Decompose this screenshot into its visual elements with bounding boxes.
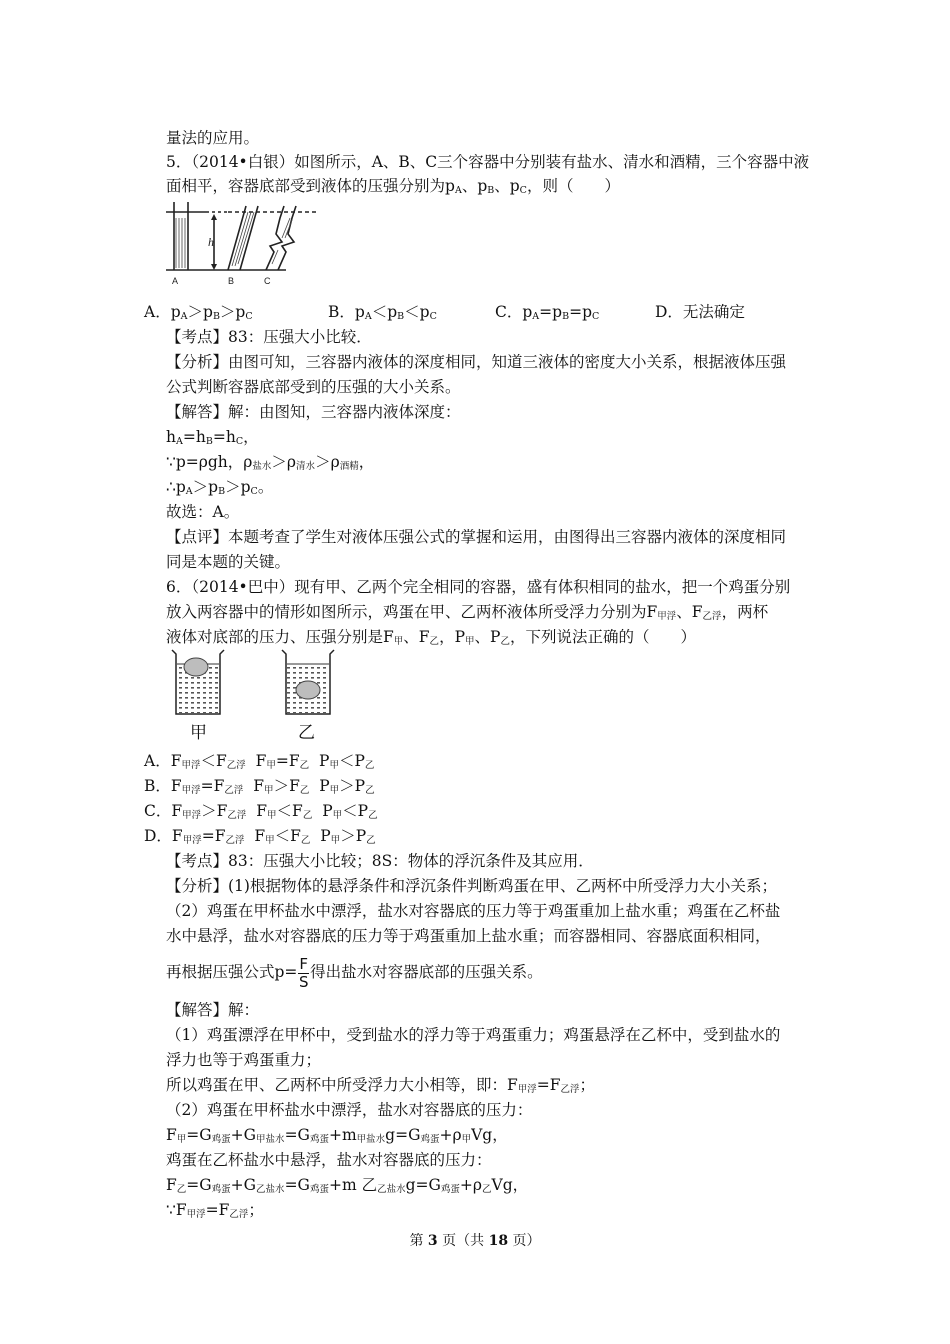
question-6-stem-line-2: 放入两容器中的情形如图所示，鸡蛋在甲、乙两杯液体所受浮力分别为$F_{甲浮}$、$F_{乙浮}$，两杯 <box>166 603 769 622</box>
q5-choice: 故选：A。 <box>166 503 240 521</box>
h-label: h <box>208 235 214 249</box>
q6-since: $\because F_{甲浮}=F_{乙浮}$； <box>166 1201 264 1220</box>
q6-solution-3: 所以鸡蛋在甲、乙两杯中所受浮力大小相等，即：$F_{甲浮}=F_{乙浮}$； <box>166 1076 596 1095</box>
q6-option-b: B．$F_{甲浮}=F_{乙浮}$ $F_甲>F_乙$ $P_甲>P_乙$ <box>144 777 375 796</box>
option-c: C．$p_A=p_B=p_C$ <box>495 303 600 322</box>
q6-option-a: A．$F_{甲浮}<F_{乙浮}$ $F_甲=F_乙$ $P_甲<P_乙$ <box>144 752 375 771</box>
q6-answer: 【解答】解： <box>166 1001 260 1019</box>
q6-formula-yi: $F_乙=G_{鸡蛋}+G_{乙盐水}=G_{鸡蛋}+m$ 乙$_{乙盐水}g=G_{鸡蛋}+\rho_乙Vg$， <box>166 1176 529 1195</box>
q5-density-rel: ∵p=ρgh，$\rho_{盐水}>\rho_{清水}>\rho_{酒精}$， <box>166 453 375 472</box>
page-footer: 第 3 页（共 18 页） <box>409 1233 541 1249</box>
q5-depth-eq: $h_A=h_B=h_C$， <box>166 428 259 447</box>
pressure-fraction: $\frac{F}{S}$ <box>298 954 309 991</box>
question-6-stem-line-3: 液体对底部的压力、压强分别是$F_甲$、$F_乙$，$P_甲$、$P_乙$，下列说法正确的（ ） <box>166 628 696 647</box>
label-a: A <box>172 276 179 286</box>
q5-comment-1: 【点评】本题考查了学生对液体压强公式的掌握和运用，由图得出三容器内液体的深度相同 <box>166 528 787 546</box>
label-c: C <box>264 276 271 286</box>
q6-solution-4: （2）鸡蛋在甲杯盐水中漂浮，盐水对容器底的压力： <box>166 1101 533 1119</box>
option-a: A．$p_A>p_B>p_C$ <box>144 303 253 322</box>
q6-solution-1: （1）鸡蛋漂浮在甲杯中，受到盐水的浮力等于鸡蛋重力；鸡蛋悬浮在乙杯中，受到盐水的 <box>166 1026 781 1044</box>
q6-solution-6: 鸡蛋在乙杯盐水中悬浮，盐水对容器底的压力： <box>166 1151 492 1169</box>
option-b: B．$p_A<p_B<p_C$ <box>328 303 437 322</box>
option-d: D．无法确定 <box>655 303 745 321</box>
text-line: 量法的应用。 <box>166 129 260 147</box>
q5-kaodian: 【考点】83：压强大小比较． <box>166 328 372 346</box>
q5-analysis-1: 【分析】由图可知，三容器内液体的深度相同，知道三液体的密度大小关系，根据液体压强 <box>166 353 787 371</box>
q6-option-d: D．$F_{甲浮}=F_{乙浮}$ $F_甲<F_乙$ $P_甲>P_乙$ <box>144 827 376 846</box>
q6-analysis-4: 再根据压强公式p= $\frac{F}{S}$ 得出盐水对容器底部的压强关系。 <box>166 954 543 991</box>
q5-answer: 【解答】解：由图知，三容器内液体深度： <box>166 403 461 421</box>
beaker-yi-label: 乙 <box>298 723 315 742</box>
containers-abc-figure <box>166 198 322 288</box>
q6-option-c: C．$F_{甲浮}>F_{乙浮}$ $F_甲<F_乙$ $P_甲<P_乙$ <box>144 802 378 821</box>
q6-solution-2: 浮力也等于鸡蛋重力； <box>166 1051 322 1069</box>
label-b: B <box>228 276 235 286</box>
question-5-stem-line-2: 面相平，容器底部受到液体的压强分别为$p_A$、$p_B$、$p_C$，则（ ） <box>166 177 620 196</box>
q5-analysis-2: 公式判断容器底部受到的压强的大小关系。 <box>166 378 461 396</box>
beakers-figure <box>166 646 356 742</box>
question-6-stem-line-1: 6．（2014•巴中）现有甲、乙两个完全相同的容器，盛有体积相同的盐水，把一个鸡蛋分别 <box>166 578 791 596</box>
q6-analysis-1: 【分析】(1)根据物体的悬浮条件和浮沉条件判断鸡蛋在甲、乙两杯中所受浮力大小关系； <box>166 877 777 895</box>
question-5-stem-line-1: 5．（2014•白银）如图所示，A、B、C三个容器中分别装有盐水、清水和酒精，三个容器中液 <box>166 153 810 171</box>
q6-analysis-3: 水中悬浮，盐水对容器底的压力等于鸡蛋重加上盐水重；而容器相同、容器底面积相同， <box>166 927 771 945</box>
q6-analysis-2: （2）鸡蛋在甲杯盐水中漂浮，盐水对容器底的压力等于鸡蛋重加上盐水重；鸡蛋在乙杯盐 <box>166 902 781 920</box>
q5-comment-2: 同是本题的关键。 <box>166 553 291 571</box>
q6-formula-jia: $F_甲=G_{鸡蛋}+G_{甲盐水}=G_{鸡蛋}+m_{甲盐水}g=G_{鸡蛋}+\rho_甲Vg$， <box>166 1126 508 1145</box>
beaker-jia-label: 甲 <box>190 723 207 742</box>
q5-therefore: $\therefore p_A>p_B>p_C$。 <box>166 478 274 497</box>
q6-kaodian: 【考点】83：压强大小比较；8S：物体的浮沉条件及其应用． <box>166 852 594 870</box>
